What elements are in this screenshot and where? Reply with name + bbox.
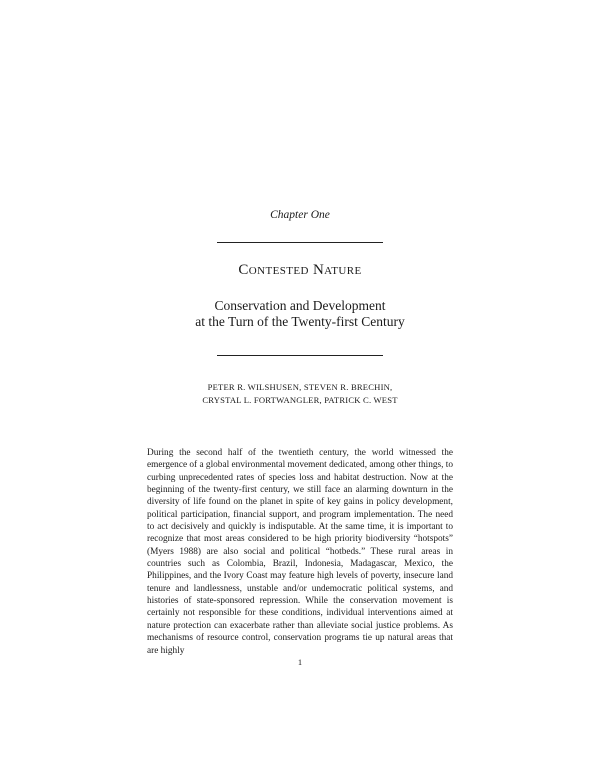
top-divider-rule [217, 242, 383, 243]
chapter-label: Chapter One [270, 209, 330, 221]
chapter-subtitle [0, 298, 600, 330]
author-line-2: CRYSTAL L. FORTWANGLER, PATRICK C. WEST [202, 395, 398, 405]
chapter-title: Contested Nature [238, 262, 362, 278]
body-paragraph: During the second half of the twentieth century, the world witnessed the emergence of a global environmental movement dedicated, among other things, to curbing unprecedented rates of species loss and habitat destruction. Now at the beginning of the twenty-first century, we still face an alarming downturn in the diversity of life found on the planet in spite of key gains in policy development, political participation, financial support, and program implementation. The need to act decisively and quickly is indisputable. At the same time, it is important to recognize that most areas considered to be high priority biodiversity “hotspots” (Myers 1988) are also social and political “hotbeds.” These rural areas in countries such as Colombia, Brazil, Indonesia, Madagascar, Mexico, the Philippines, and the Ivory Coast may feature high levels of poverty, insecure land tenure and landlessness, unstable and/or undemocratic political systems, and histories of state-sponsored repression. While the conservation movement is certainly not responsible for these conditions, individual interventions aimed at nature protection can exacerbate rather than alleviate social justice problems. As mechanisms of resource control, conservation programs tie up natural areas that are highly [147, 448, 454, 656]
page-number: 1 [297, 657, 303, 667]
subtitle-line-1: Conservation and Development [214, 298, 386, 313]
subtitle-line-2: at the Turn of the Twenty-first Century [195, 314, 405, 329]
author-list [0, 381, 600, 407]
author-line-1: PETER R. WILSHUSEN, STEVEN R. BRECHIN, [207, 382, 393, 392]
bottom-divider-rule [217, 355, 383, 356]
